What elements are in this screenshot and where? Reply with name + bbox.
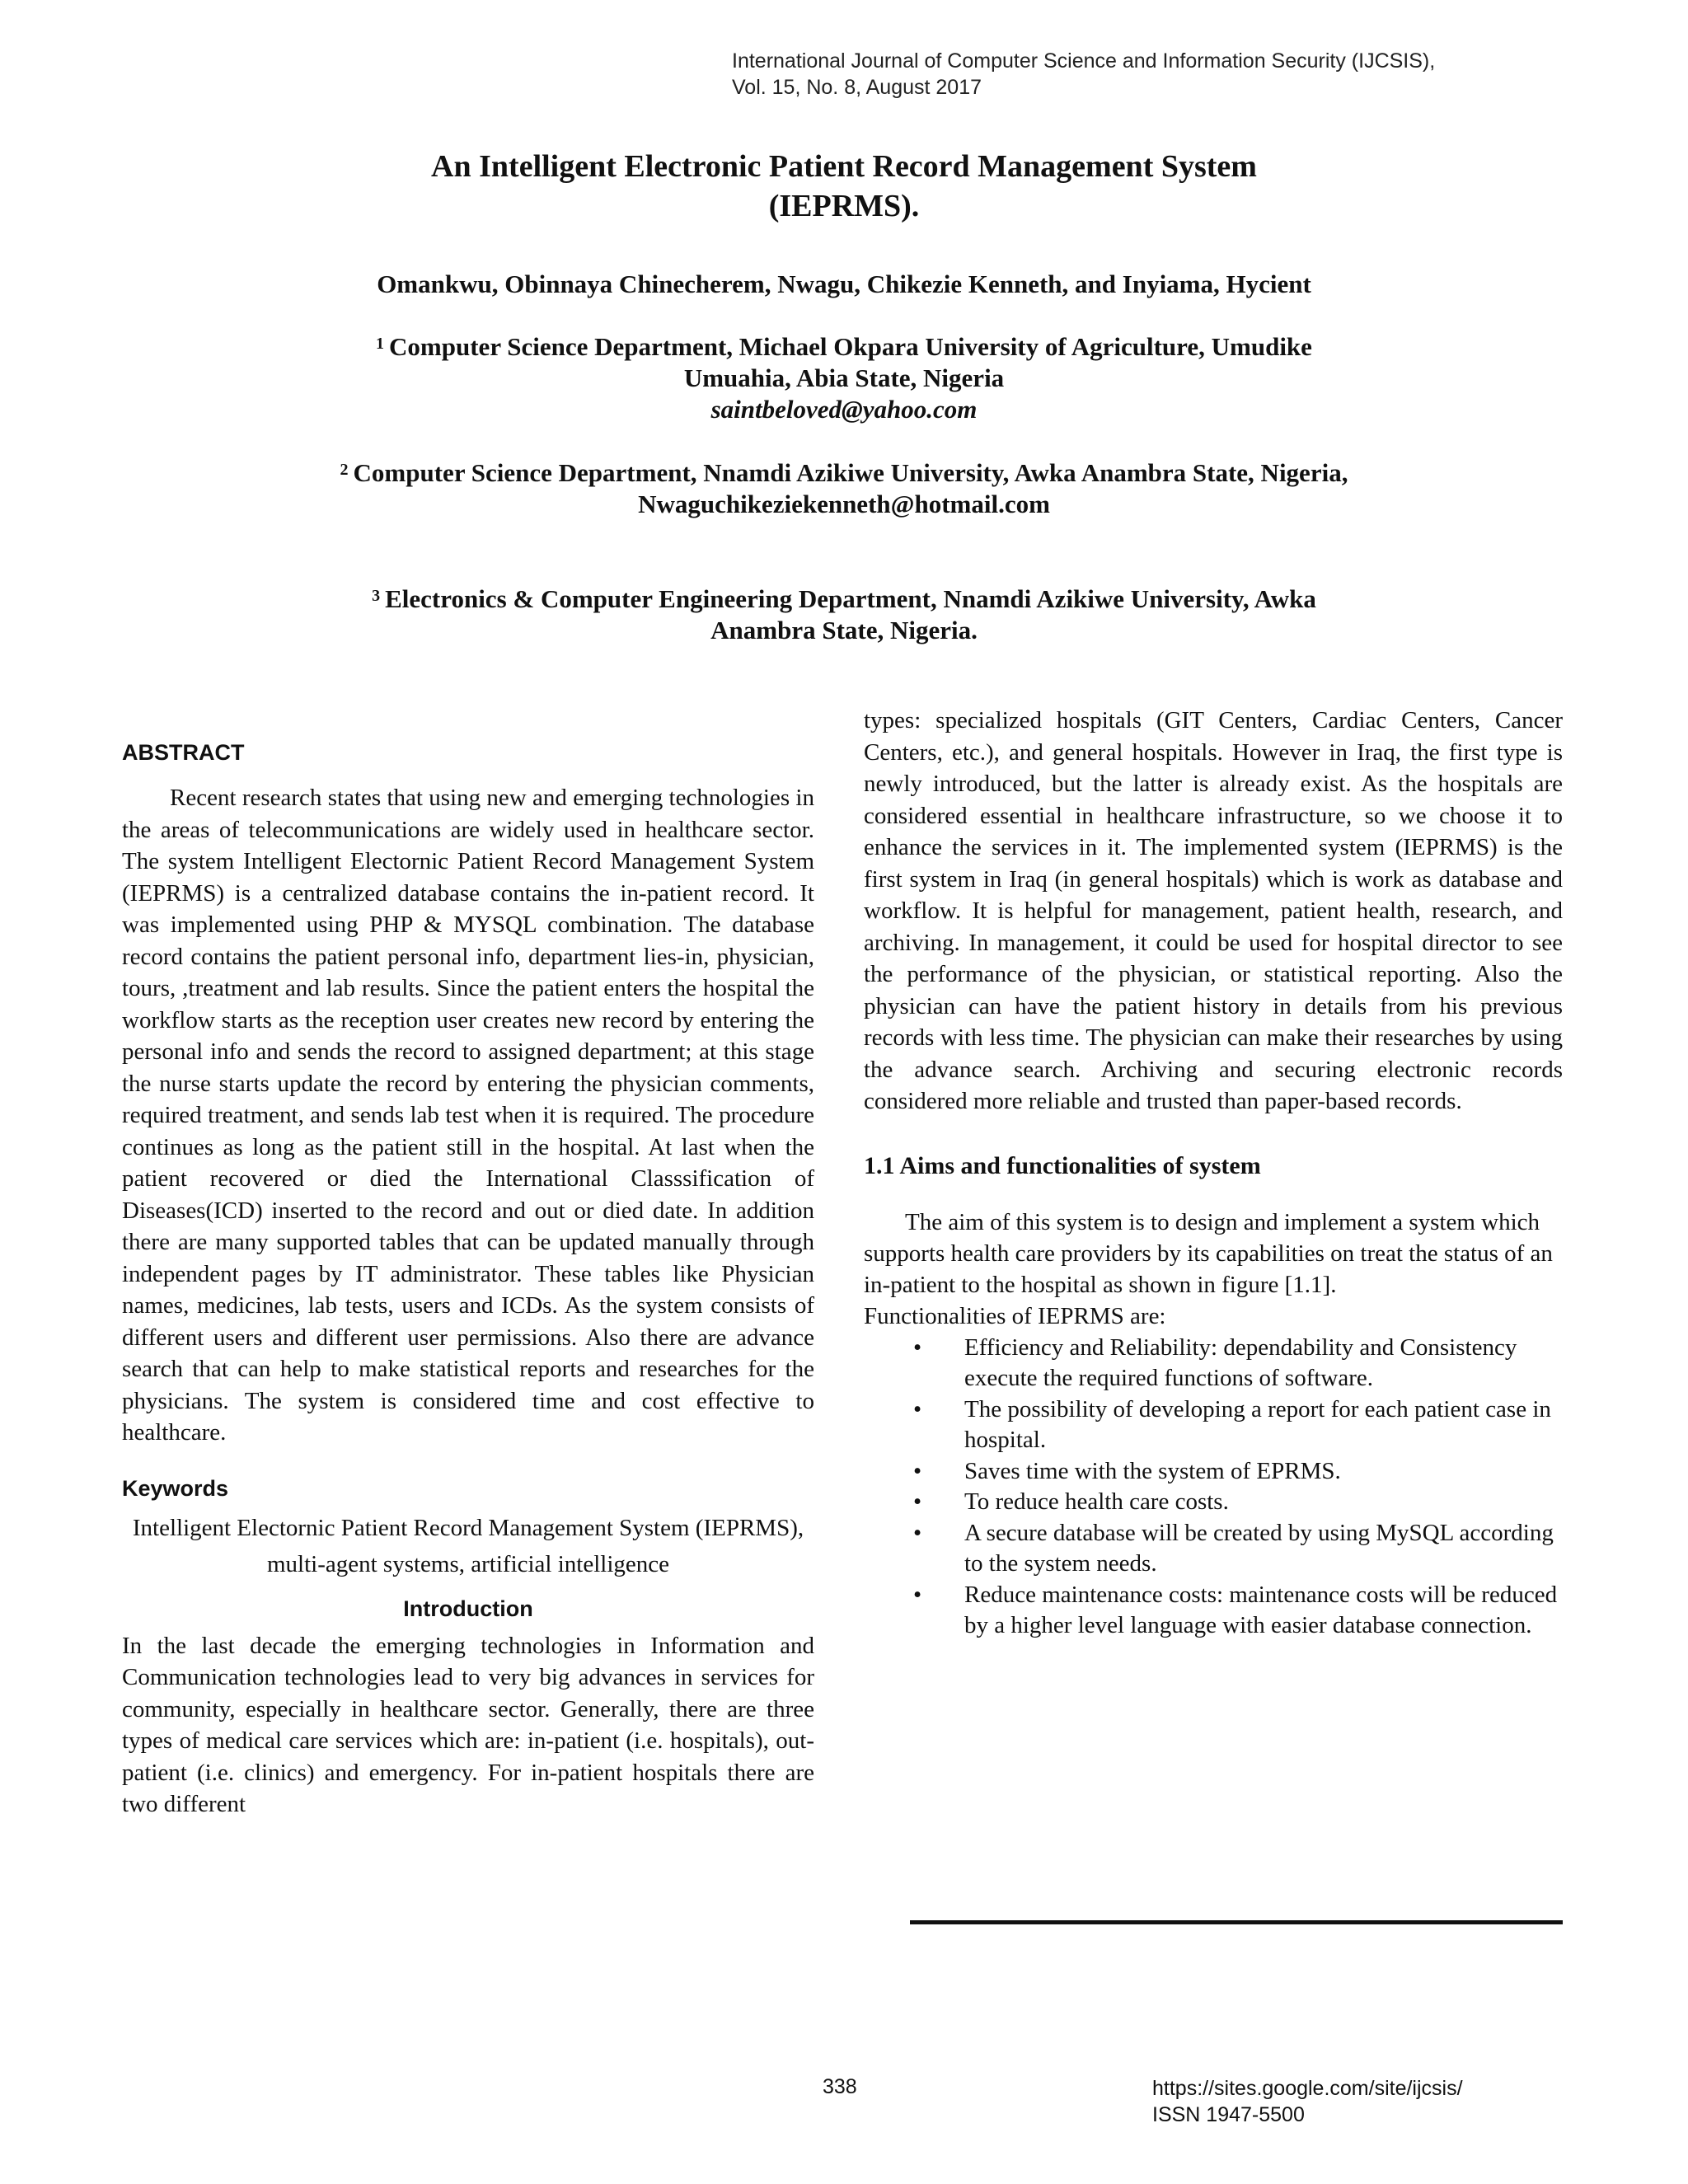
affiliation-2-line-1: Computer Science Department, Nnamdi Azikiwe University, Awka Anambra State, Nigeria, bbox=[353, 458, 1348, 487]
author-list: Omankwu, Obinnaya Chinecherem, Nwagu, Chikezie Kenneth, and Inyiama, Hycient bbox=[377, 269, 1311, 298]
affiliation-1-line-1: Computer Science Department, Michael Okpara University of Agriculture, Umudike bbox=[389, 332, 1312, 361]
paper-title-line-2: (IEPRMS). bbox=[768, 189, 920, 223]
introduction-heading: Introduction bbox=[403, 1596, 533, 1621]
issn: ISSN 1947-5500 bbox=[1152, 2103, 1305, 2126]
introduction-continued-text: types: specialized hospitals (GIT Centers, Cardiac Centers, Cancer Centers, etc.), and general hospitals. However in Iraq, the first type is newly introduced, but the latter is already exist. As the hospitals are considered essential in healthcare infrastructure, so we choose it to enhance the services in it. The implemented system (IEPRMS) is the first system in Iraq (in general hospitals) which is work as database and workflow. It is helpful for management, patient health, research, and archiving. In management, it could be used for hospital director to see the performance of the physician, or statistical reporting. Also the physician can have the patient history in details from his previous records with less time. The physician can make their researches by using the advance search. Archiving and securing electronic records considered more reliable and trusted than paper-based records. bbox=[864, 707, 1563, 1114]
bullet-icon: • bbox=[913, 1581, 922, 1608]
list-item: • Efficiency and Reliability: dependability and Consistency execute the required functions of software. bbox=[913, 1333, 1517, 1391]
bullet-icon: • bbox=[913, 1457, 922, 1484]
footer-info bbox=[1152, 2075, 1463, 2128]
paper-title bbox=[0, 147, 1688, 226]
introduction-text: In the last decade the emerging technologies in Information and Communication technologies lead to very big advances in services for community, especially in healthcare sector. Generally, there are three types of medical care services which are: in-patient (i.e. hospitals), out-patient (i.e. clinics) and emergency. For in-patient hospitals there are two different bbox=[122, 1632, 814, 1817]
affiliation-3-line-2: Anambra State, Nigeria. bbox=[710, 616, 978, 644]
paper-title-line-1: An Intelligent Electronic Patient Record Management System bbox=[431, 149, 1257, 184]
affiliation-1-marker: 1 bbox=[376, 335, 385, 353]
keywords-heading: Keywords bbox=[122, 1475, 229, 1501]
affiliation-3-marker: 3 bbox=[372, 587, 381, 605]
keywords-text: Intelligent Electornic Patient Record Management System (IEPRMS), multi-agent systems, artificial intelligence bbox=[132, 1514, 804, 1577]
page-number: 338 bbox=[823, 2075, 857, 2098]
journal-name: International Journal of Computer Science and Information Security (IJCSIS), bbox=[732, 49, 1436, 73]
affiliation-3 bbox=[0, 583, 1688, 646]
journal-volume: Vol. 15, No. 8, August 2017 bbox=[732, 76, 982, 99]
affiliation-2-marker: 2 bbox=[340, 461, 349, 479]
bullet-icon: • bbox=[913, 1333, 922, 1361]
abstract-heading: ABSTRACT bbox=[122, 740, 245, 765]
horizontal-rule bbox=[910, 1920, 1563, 1924]
affiliation-2 bbox=[0, 457, 1688, 520]
bullet-icon: • bbox=[913, 1488, 922, 1515]
aims-text: The aim of this system is to design and implement a system which supports health care providers by its capabilities on treat the status of an in-patient to the hospital as shown in figure [1.1]. bbox=[864, 1209, 1553, 1298]
list-item: • To reduce health care costs. bbox=[864, 1487, 1563, 1518]
affiliation-2-email: Nwaguchikeziekenneth@hotmail.com bbox=[638, 490, 1050, 518]
list-item: • Saves time with the system of EPRMS. bbox=[864, 1456, 1563, 1488]
list-item: • Reduce maintenance costs: maintenance costs will be reduced by a higher level language with easier database connection. bbox=[913, 1581, 1558, 1638]
journal-url: https://sites.google.com/site/ijcsis/ bbox=[1152, 2077, 1463, 2100]
affiliation-1-line-2: Umuahia, Abia State, Nigeria bbox=[683, 363, 1005, 392]
right-column bbox=[864, 705, 1563, 1642]
functionalities-intro: Functionalities of IEPRMS are: bbox=[864, 1303, 1166, 1329]
affiliation-1-email: saintbeloved@yahoo.com bbox=[710, 395, 978, 424]
functionalities-list bbox=[864, 1333, 1563, 1642]
bullet-icon: • bbox=[913, 1395, 922, 1422]
section-1-1-heading: 1.1 Aims and functionalities of system bbox=[864, 1151, 1261, 1179]
affiliation-3-line-1: Electronics & Computer Engineering Department, Nnamdi Azikiwe University, Awka bbox=[385, 584, 1316, 613]
affiliation-1 bbox=[0, 331, 1688, 425]
left-column bbox=[122, 738, 814, 1821]
list-item: • A secure database will be created by using MySQL according to the system needs. bbox=[913, 1519, 1554, 1577]
abstract-text: Recent research states that using new and emerging technologies in the areas of telecommunications are widely used in healthcare sector. The system Intelligent Electornic Patient Record Management System (IEPRMS) is a centralized database contains the in-patient record. It was implemented using PHP & MYSQL combination. The database record contains the patient personal info, department lies-in, physician, tours, ,treatment and lab results. Since the patient enters the hospital the workflow starts as the reception user creates new record by entering the personal info and sends the record to assigned department; at this stage the nurse starts update the record by entering the physician comments, required treatment, and sends lab test when it is required. The procedure continues as long as the patient still in the hospital. At last when the patient recovered or died the International Classsification of Diseases(ICD) inserted to the record and out or died date. In addition there are many supported tables that can be updated manually through independent pages by IT administrator. These tables like Physician names, medicines, lab tests, users and ICDs. As the system consists of different users and different user permissions. Also there are advance search that can help to make statistical reports and researches for the physicians. The system is considered time and cost effective to healthcare. bbox=[122, 785, 814, 1446]
journal-header bbox=[732, 48, 1435, 101]
list-item: • The possibility of developing a report for each patient case in hospital. bbox=[913, 1395, 1551, 1453]
bullet-icon: • bbox=[913, 1519, 922, 1546]
